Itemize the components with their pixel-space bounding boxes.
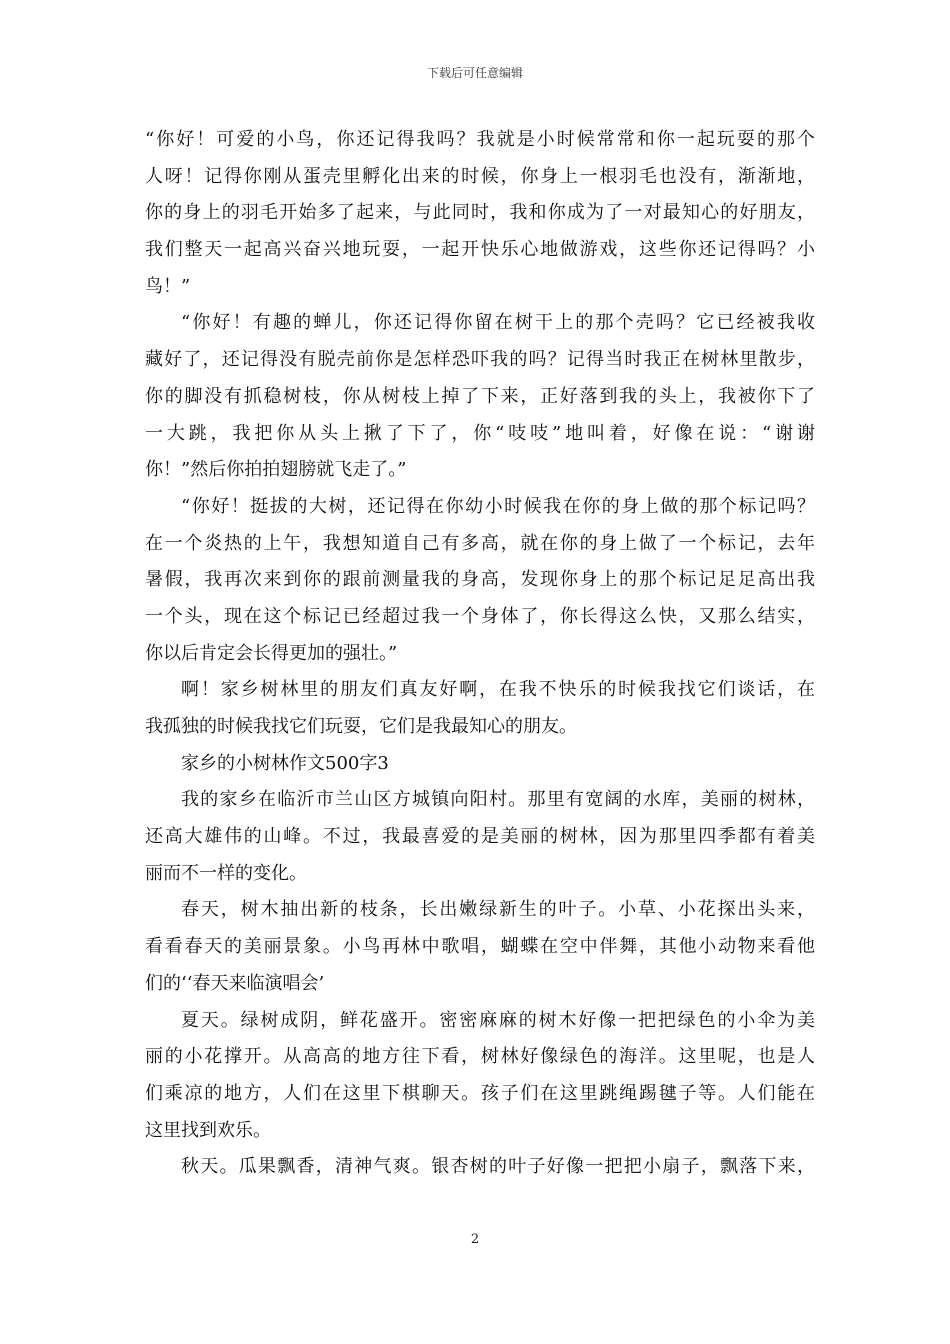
text-line: 一个头，现在这个标记已经超过我一个身体了，你长得这么快，又那么结实，: [145, 605, 815, 627]
text-line: 看看春天的美丽景象。小鸟再林中歌唱，蝴蝶在空中伴舞，其他小动物来看他: [145, 936, 815, 958]
document-body: [145, 122, 815, 1186]
text-line: “你好！挺拔的大树，还记得在你幼小时候我在你的身上做的那个标记吗？: [181, 495, 815, 517]
essay-title: [145, 746, 815, 783]
text-line: 你的脚没有抓稳树枝，你从树枝上掉了下来，正好落到我的头上，我被你下了: [145, 385, 815, 407]
text-line: 我们整天一起高兴奋兴地玩耍，一起开快乐心地做游戏，这些你还记得吗？小: [145, 239, 815, 261]
text-line: 秋天。瓜果飘香，清神气爽。银杏树的叶子好像一把把小扇子，飘落下来，: [181, 1156, 815, 1178]
text-line: 你！”然后你拍拍翅膀就飞走了。”: [145, 459, 407, 481]
text-line: 鸟！”: [145, 275, 191, 297]
paragraph-autumn: [145, 1149, 815, 1186]
text-line: 人呀！记得你刚从蛋壳里孵化出来的时候，你身上一根羽毛也没有，渐渐地，: [145, 165, 815, 187]
text-line: 丽而不一样的变化。: [145, 862, 307, 884]
text-line: 藏好了，还记得没有脱壳前你是怎样恐吓我的吗？记得当时我正在树林里散步，: [145, 349, 815, 371]
page-number: 2: [470, 1232, 480, 1247]
text-line: 们乘凉的地方，人们在这里下棋聊天。孩子们在这里跳绳踢毽子等。人们能在: [145, 1082, 815, 1104]
paragraph-hometown: [145, 782, 815, 892]
text-line: 还高大雄伟的山峰。不过，我最喜爱的是美丽的树林，因为那里四季都有着美: [145, 826, 815, 848]
paragraph-spring: [145, 892, 815, 1002]
text-line: “你好！可爱的小鸟，你还记得我吗？我就是小时候常常和你一起玩耍的那个: [145, 129, 815, 150]
page-header: 下载后可任意编辑: [426, 66, 523, 80]
paragraph-friends: [145, 672, 815, 745]
paragraph-tree: [145, 489, 815, 672]
text-line: 我的家乡在临沂市兰山区方城镇向阳村。那里有宽阔的水库，美丽的树林，: [181, 789, 815, 811]
text-line: 你的身上的羽毛开始多了起来，与此同时，我和你成为了一对最知心的好朋友，: [145, 202, 815, 224]
text-line: “你好！有趣的蝉儿，你还记得你留在树干上的那个壳吗？它已经被我收: [181, 312, 815, 334]
text-line: 夏天。绿树成阴，鲜花盛开。密密麻麻的树木好像一把把绿色的小伞为美: [181, 1009, 815, 1031]
text-line: 暑假，我再次来到你的跟前测量我的身高，发现你身上的那个标记足足高出我: [145, 569, 815, 591]
paragraph-summer: [145, 1003, 815, 1150]
section-heading: 家乡的小树林作文500字3: [181, 752, 389, 774]
text-line: 在一个炎热的上午，我想知道自己有多高，就在你的身上做了一个标记，去年: [145, 532, 815, 554]
text-line: 们的‘‘春天来临演唱会’: [145, 972, 325, 994]
text-line: 一大跳，我把你从头上揪了下了，你“吱吱”地叫着，好像在说：“谢谢: [145, 422, 815, 444]
text-line: 我孤独的时候我找它们玩耍，它们是我最知心的朋友。: [145, 716, 577, 737]
text-line: 你以后肯定会长得更加的强壮。”: [145, 642, 398, 664]
text-line: 啊！家乡树林里的朋友们真友好啊，在我不快乐的时候我找它们谈话，在: [181, 679, 815, 701]
text-line: 这里找到欢乐。: [145, 1119, 271, 1141]
text-line: 春天，树木抽出新的枝条，长出嫩绿新生的叶子。小草、小花探出头来，: [181, 899, 815, 921]
text-line: 丽的小花撑开。从高高的地方往下看，树林好像绿色的海洋。这里呢，也是人: [145, 1046, 815, 1068]
paragraph-bird: [145, 122, 815, 305]
paragraph-cicada: [145, 305, 815, 488]
